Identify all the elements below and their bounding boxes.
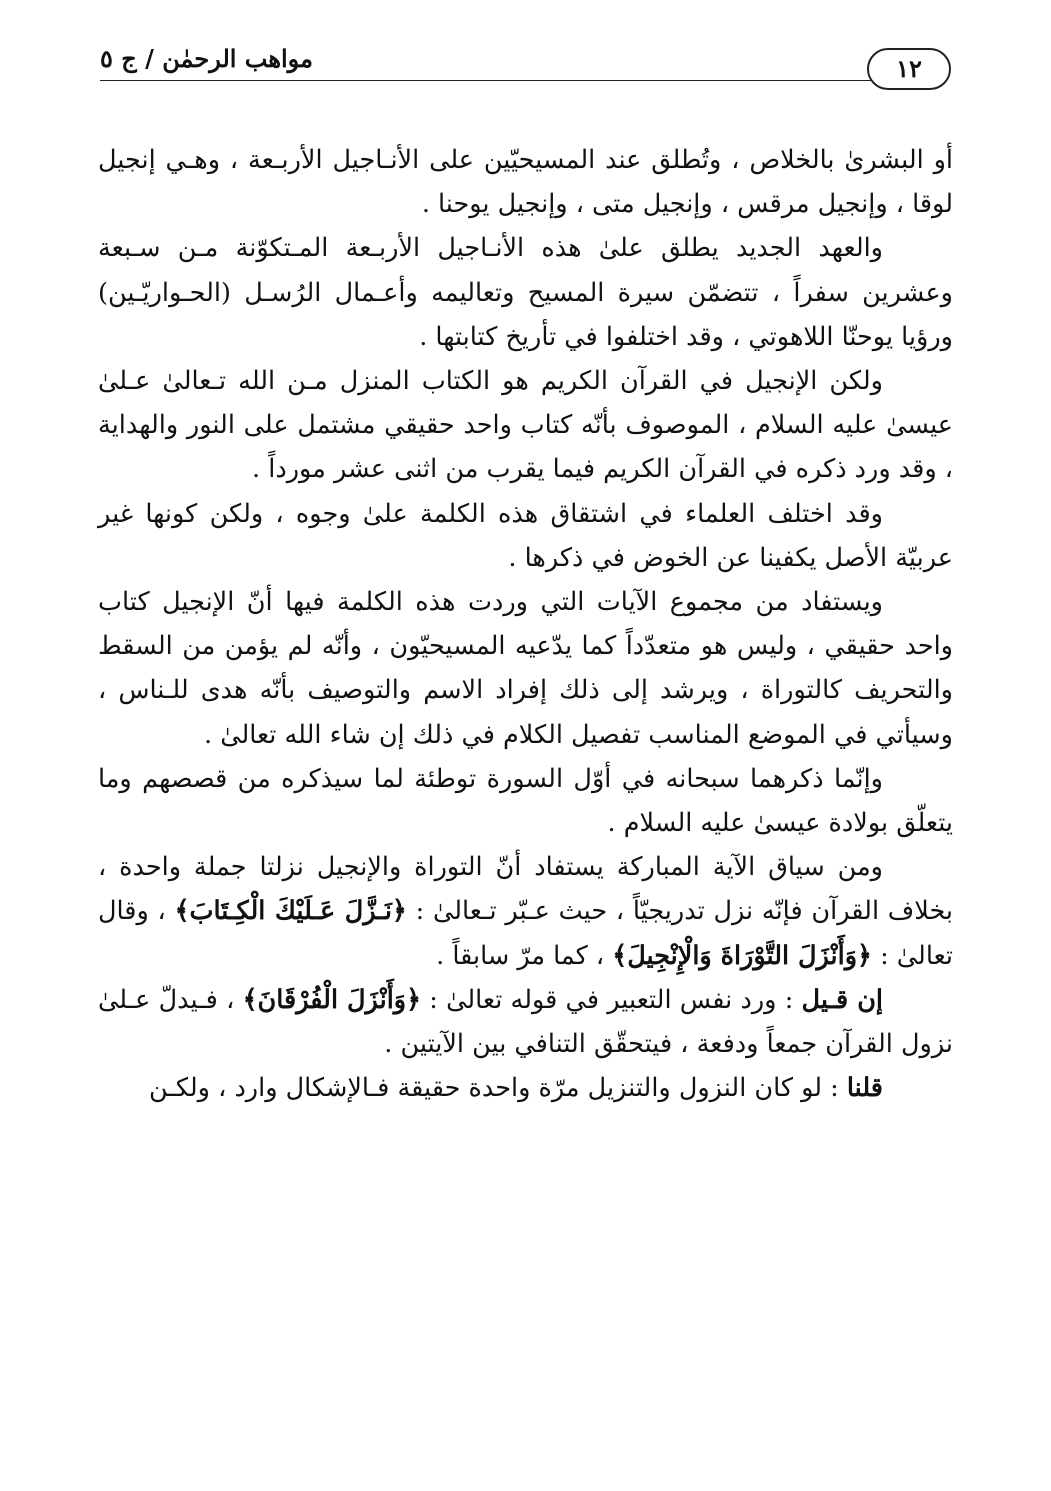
paragraph-7-text-a: ومن سياق الآية المباركة يستفاد أنّ التوراة والإنجيل نزلتا جملة واحدة ، بخلاف القرآن فإنّه نزل تدريجيّاً ، حيث عـبّر تـعالىٰ :: [98, 852, 954, 927]
reply-lead: قلنا: [846, 1073, 883, 1104]
paragraph-5: ويستفاد من مجموع الآيات التي وردت هذه الكلمة فيها أنّ الإنجيل كتاب واحد حقيقي ، وليس هو متعدّداً كما يدّعيه المسيحيّون ، وأنّه لم يؤمن من السقط والتحريف كالتوراة ، ويرشد إلى ذلك إفراد الاسم والتوصيف بأنّه هدى للـناس ، وسيأتي في الموضع المناسب تفصيل الكلام في ذلك إن شاء الله تعالىٰ .: [98, 587, 953, 750]
running-title: مواهب الرحمٰن / ج ٥: [100, 44, 313, 73]
objection-lead: إن قـيل: [801, 984, 884, 1015]
paragraph-1: أو البشرىٰ بالخلاص ، وتُطلق عند المسيحيّين على الأنـاجيل الأربـعة ، وهـي إنجيل لوقا ، وإنجيل مرقس ، وإنجيل متى ، وإنجيل يوحنا .: [98, 145, 953, 220]
paragraph-3: ولكن الإنجيل في القرآن الكريم هو الكتاب المنزل مـن الله تـعالىٰ عـلىٰ عيسىٰ عليه السلام ، الموصوف بأنّه كتاب واحد حقيقي مشتمل على النور والهداية ، وقد ورد ذكره في القرآن الكريم فيما يقرب من اثنى عشر مورداً .: [98, 366, 953, 485]
paragraph-8: [98, 978, 953, 1066]
quran-quote-3: ﴿وَأَنْزَلَ الْفُرْقَانَ﴾: [242, 984, 422, 1015]
paragraph-6: وإنّما ذكرهما سبحانه في أوّل السورة توطئة لما سيذكره من قصصهم وما يتعلّق بولادة عيسىٰ عليه السلام .: [98, 763, 953, 839]
paragraph-7-text-b: ، وقال تعالىٰ :: [98, 896, 953, 971]
paragraph-8-text-b: ، فـيدلّ عـلىٰ نزول القرآن جمعاً ودفعة ، فيتحقّق التنافي بين الآيتين .: [98, 984, 953, 1060]
page-header: [100, 40, 951, 90]
paragraph-9: [98, 1066, 953, 1110]
paragraph-2: والعهد الجديد يطلق علىٰ هذه الأنـاجيل الأربـعة المـتكوّنة مـن سـبعة وعشرين سفراً ، تتضمّن سيرة المسيح وتعاليمه وأعـمال الرُسـل (الحـواريّـين) ورؤيا يوحنّا اللاهوتي ، وقد اختلفوا في تأريخ كتابتها .: [98, 233, 953, 352]
page-number: ١٢: [867, 48, 951, 90]
header-rule: [100, 80, 871, 81]
paragraph-7: [98, 845, 953, 978]
paragraph-7-text-c: ، كما مرّ سابقاً .: [436, 940, 605, 971]
quran-quote-2: ﴿وَأَنْزَلَ التَّوْرَاةَ وَالْإِنْجِيلَ﴾: [612, 940, 872, 971]
quran-quote-1: ﴿نَـزَّلَ عَـلَيْكَ الْكِـتَابَ﴾: [174, 896, 407, 927]
body-text: [98, 138, 953, 1110]
paragraph-9-text-a: : لو كان النزول والتنزيل مرّة واحدة حقيقة فـالإشكال وارد ، ولكـن: [148, 1073, 839, 1104]
paragraph-4: وقد اختلف العلماء في اشتقاق هذه الكلمة علىٰ وجوه ، ولكن كونها غير عربيّة الأصل يكفينا عن الخوض في ذكرها .: [98, 498, 953, 573]
paragraph-8-text-a: : ورد نفس التعبير في قوله تعالىٰ :: [429, 984, 794, 1015]
